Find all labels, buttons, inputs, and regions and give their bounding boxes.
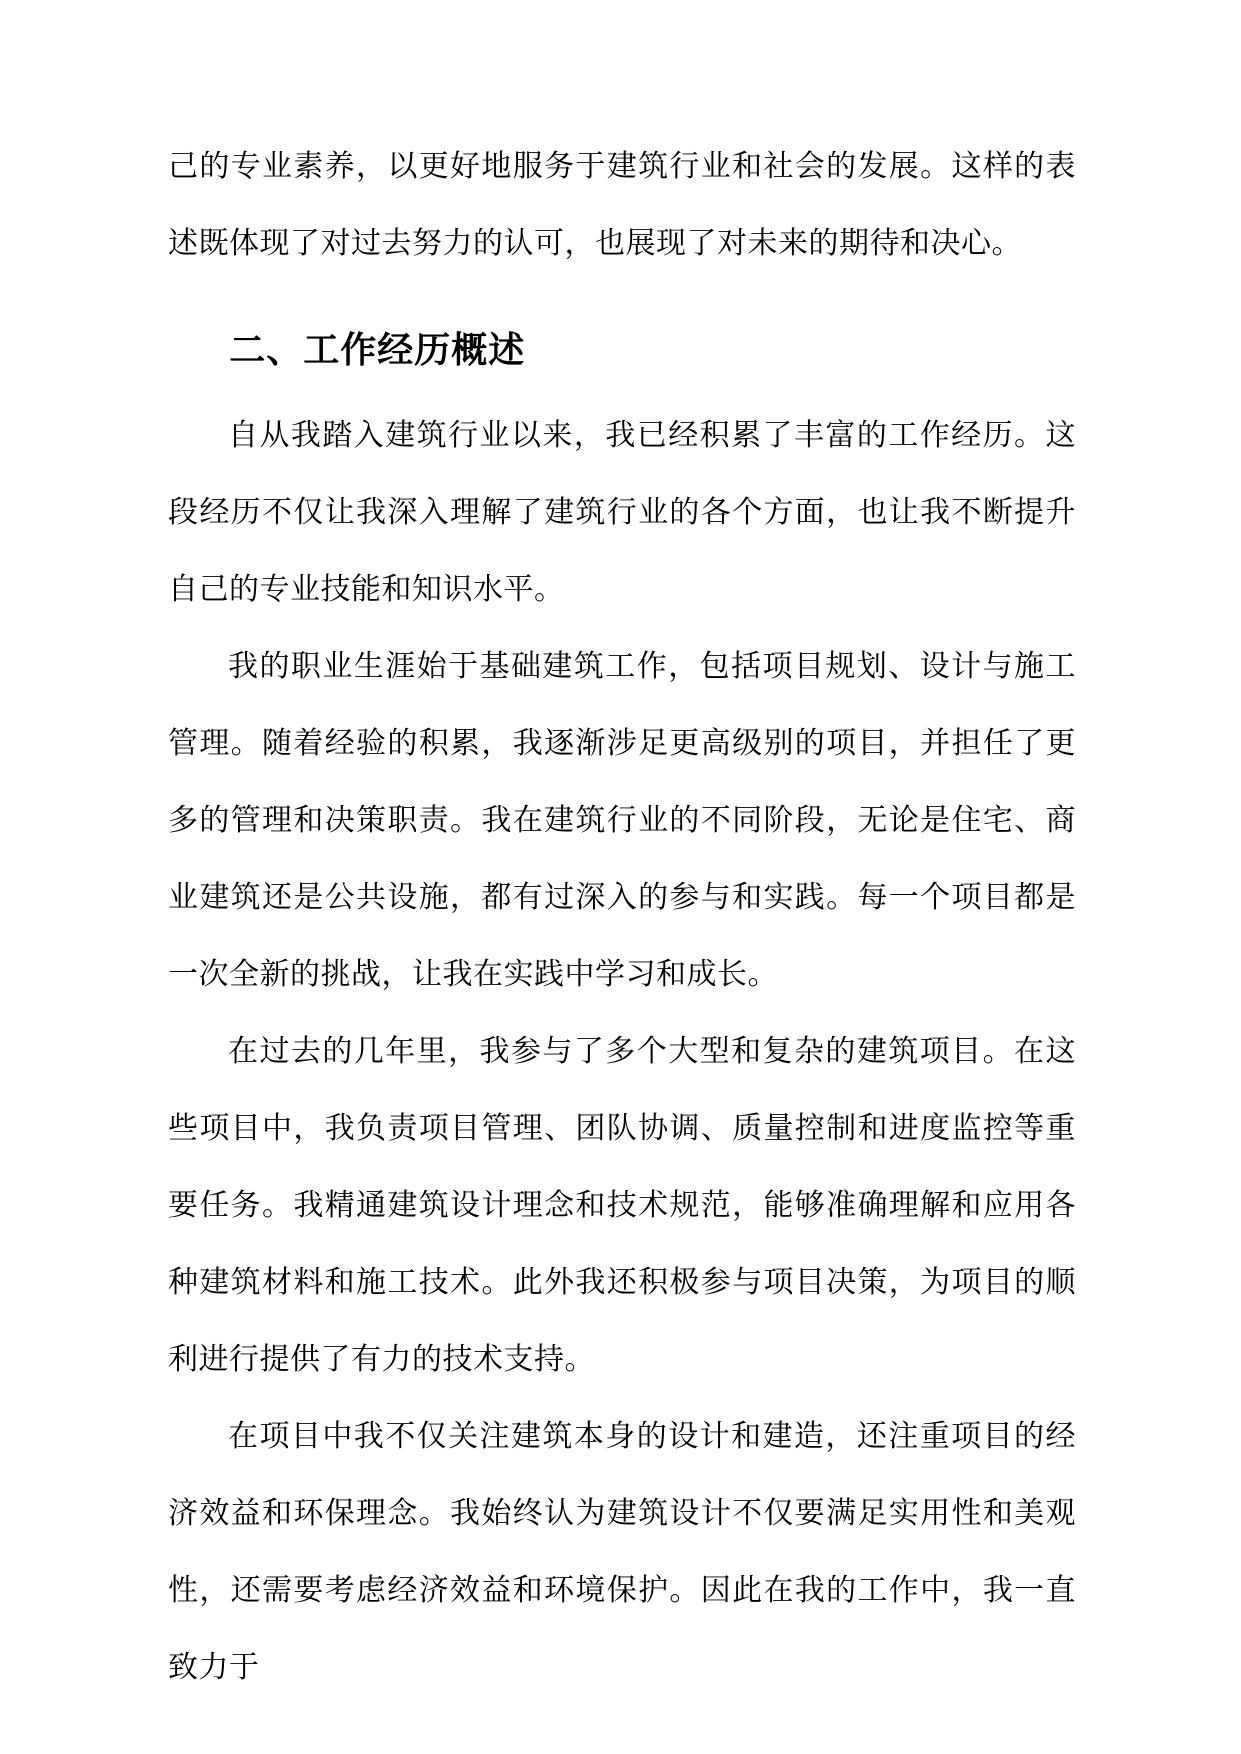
- paragraph: 自从我踏入建筑行业以来，我已经积累了丰富的工作经历。这段经历不仅让我深入理解了建筑行业的各个方面，也让我不断提升自己的专业技能和知识水平。: [168, 419, 1076, 606]
- section-heading: 二、工作经历概述: [229, 330, 526, 370]
- paragraph: 在过去的几年里，我参与了多个大型和复杂的建筑项目。在这些项目中，我负责项目管理、团队协调、质量控制和进度监控等重要任务。我精通建筑设计理念和技术规范，能够准确理解和应用各种建筑材料和施工技术。此外我还积极参与项目决策，为项目的顺利进行提供了有力的技术支持。: [168, 1035, 1076, 1376]
- paragraph: 我的职业生涯始于基础建筑工作，包括项目规划、设计与施工管理。随着经验的积累，我逐渐涉足更高级别的项目，并担任了更多的管理和决策职责。我在建筑行业的不同阶段，无论是住宅、商业建筑还是公共设施，都有过深入的参与和实践。每一个项目都是一次全新的挑战，让我在实践中学习和成长。: [168, 650, 1076, 991]
- document-body: [168, 128, 1076, 1706]
- paragraph: 在项目中我不仅关注建筑本身的设计和建造，还注重项目的经济效益和环保理念。我始终认为建筑设计不仅要满足实用性和美观性，还需要考虑经济效益和环境保护。因此在我的工作中，我一直致力于: [168, 1420, 1076, 1684]
- paragraph-continuation: 己的专业素养，以更好地服务于建筑行业和社会的发展。这样的表述既体现了对过去努力的认可，也展现了对未来的期待和决心。: [168, 150, 1076, 260]
